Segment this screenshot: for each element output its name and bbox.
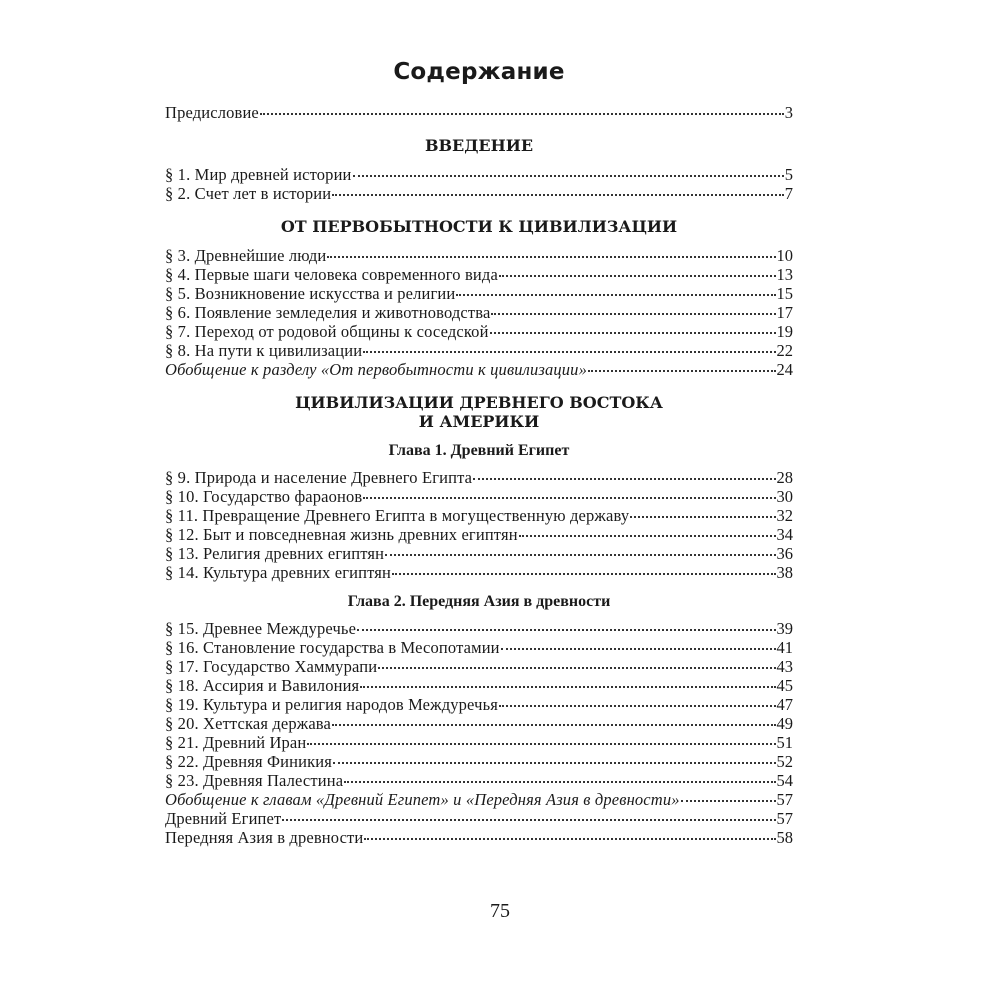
toc-entry-title: § 23. Древняя Палестина — [165, 771, 344, 790]
dot-leader — [681, 799, 776, 802]
dot-leader — [630, 515, 775, 518]
dot-leader — [332, 193, 784, 196]
section-heading-line: И АМЕРИКИ — [418, 412, 540, 431]
toc-entry — [165, 638, 793, 657]
preface-list — [165, 103, 793, 122]
section-heading-line: ЦИВИЛИЗАЦИИ ДРЕВНЕГО ВОСТОКА — [295, 393, 663, 412]
toc-entry-page: 28 — [776, 468, 793, 487]
dot-leader — [353, 174, 784, 177]
dot-leader — [282, 818, 775, 821]
toc-entry — [165, 714, 793, 733]
toc-entry — [165, 676, 793, 695]
toc-entry-title: § 6. Появление земледелия и животноводства — [165, 303, 491, 322]
dot-leader — [260, 112, 784, 115]
dot-leader — [344, 780, 775, 783]
toc-entry-page: 43 — [776, 657, 793, 676]
toc-entry-title: § 1. Мир древней истории — [165, 165, 352, 184]
toc-entry — [165, 752, 793, 771]
toc-entry-title: § 14. Культура древних египтян — [165, 563, 391, 582]
toc-entry-page: 7 — [784, 184, 793, 203]
section-heading — [165, 136, 793, 155]
toc-entry-title: § 4. Первые шаги человека современного вида — [165, 265, 498, 284]
toc-entry-title: § 12. Быт и повседневная жизнь древних египтян — [165, 525, 518, 544]
toc-entry-title: § 11. Превращение Древнего Египта в могущественную державу — [165, 506, 630, 525]
toc-entry-page: 57 — [776, 790, 793, 809]
toc-entry-page: 22 — [776, 341, 793, 360]
dot-leader — [385, 553, 775, 556]
toc-entry — [165, 828, 793, 847]
toc-entry-page: 54 — [776, 771, 793, 790]
toc-entry-page: 57 — [776, 809, 793, 828]
dot-leader — [364, 837, 775, 840]
toc-entry-page: 34 — [776, 525, 793, 544]
toc-entry — [165, 525, 793, 544]
toc-entry — [165, 360, 793, 379]
toc-entry-title: Предисловие — [165, 103, 259, 122]
toc-list — [165, 246, 793, 379]
toc-entry — [165, 657, 793, 676]
dot-leader — [363, 350, 775, 353]
toc-entry-page: 15 — [776, 284, 793, 303]
toc-entry-page: 38 — [776, 563, 793, 582]
toc-entry-title: § 21. Древний Иран — [165, 733, 307, 752]
dot-leader — [491, 312, 775, 315]
toc-entry-title: § 8. На пути к цивилизации — [165, 341, 363, 360]
toc-entry — [165, 790, 793, 809]
toc-list — [165, 468, 793, 582]
toc-entry-title: § 17. Государство Хаммурапи — [165, 657, 378, 676]
toc-entry-title: § 3. Древнейшие люди — [165, 246, 327, 265]
toc-entry — [165, 544, 793, 563]
toc-entry-page: 49 — [776, 714, 793, 733]
toc-entry-page: 13 — [776, 265, 793, 284]
toc-entry-page: 51 — [776, 733, 793, 752]
toc-entry — [165, 771, 793, 790]
toc-entry-page: 30 — [776, 487, 793, 506]
toc-entry-page: 39 — [776, 619, 793, 638]
toc-entry — [165, 184, 793, 203]
dot-leader — [327, 255, 775, 258]
dot-leader — [333, 761, 776, 764]
page-number: 75 — [490, 900, 510, 922]
dot-leader — [473, 477, 775, 480]
toc-entry-title: § 10. Государство фараонов — [165, 487, 363, 506]
dot-leader — [456, 293, 775, 296]
toc-entry-page: 3 — [784, 103, 793, 122]
dot-leader — [363, 496, 775, 499]
toc-entry-title: § 15. Древнее Междуречье — [165, 619, 357, 638]
dot-leader — [392, 572, 776, 575]
toc-entry — [165, 165, 793, 184]
toc-entry-page: 32 — [776, 506, 793, 525]
toc-entry-page: 58 — [776, 828, 793, 847]
dot-leader — [357, 628, 775, 631]
toc-entry — [165, 563, 793, 582]
toc-entry-title: § 16. Становление государства в Месопотамии — [165, 638, 500, 657]
toc-entry — [165, 809, 793, 828]
section-heading-line: ВВЕДЕНИЕ — [424, 136, 534, 155]
toc-list — [165, 165, 793, 203]
toc-entry — [165, 619, 793, 638]
section-heading-line: ОТ ПЕРВОБЫТНОСТИ К ЦИВИЛИЗАЦИИ — [280, 217, 678, 236]
toc-entry — [165, 733, 793, 752]
toc-entry-page: 17 — [776, 303, 793, 322]
toc-entry — [165, 695, 793, 714]
toc-entry — [165, 468, 793, 487]
chapter-heading: Глава 2. Передняя Азия в древности — [347, 593, 611, 610]
toc-entry-title: Обобщение к разделу «От первобытности к цивилизации» — [165, 360, 587, 379]
toc-entry-page: 41 — [776, 638, 793, 657]
toc-entry-title: Обобщение к главам «Древний Египет» и «Передняя Азия в древности» — [165, 790, 680, 809]
dot-leader — [519, 534, 776, 537]
toc-entry-title: § 13. Религия древних египтян — [165, 544, 385, 563]
dot-leader — [360, 685, 775, 688]
toc-entry — [165, 506, 793, 525]
toc-entry — [165, 265, 793, 284]
toc-entry-page: 45 — [776, 676, 793, 695]
toc-entry-title: § 5. Возникновение искусства и религии — [165, 284, 456, 303]
section-heading — [165, 217, 793, 236]
toc-list — [165, 619, 793, 847]
toc-entry-page: 36 — [776, 544, 793, 563]
toc-entry-title: § 2. Счет лет в истории — [165, 184, 332, 203]
section-heading — [165, 393, 793, 431]
toc-entry-title: § 7. Переход от родовой общины к соседской — [165, 322, 489, 341]
chapter-heading: Глава 1. Древний Египет — [388, 442, 570, 459]
dot-leader — [490, 331, 776, 334]
page-title: Содержание — [393, 59, 565, 85]
toc-entry — [165, 246, 793, 265]
toc-entry-title: § 22. Древняя Финикия — [165, 752, 332, 771]
toc-entry — [165, 322, 793, 341]
toc-entry-page: 19 — [776, 322, 793, 341]
toc-entry-title: Древний Египет — [165, 809, 282, 828]
toc-entry-title: § 18. Ассирия и Вавилония — [165, 676, 360, 695]
toc-entry — [165, 284, 793, 303]
toc-entry-page: 24 — [776, 360, 793, 379]
toc-entry-title: Передняя Азия в древности — [165, 828, 364, 847]
dot-leader — [378, 666, 775, 669]
dot-leader — [588, 369, 776, 372]
toc-entry — [165, 303, 793, 322]
toc-entry — [165, 103, 793, 122]
dot-leader — [499, 274, 776, 277]
toc-entry-page: 47 — [776, 695, 793, 714]
dot-leader — [501, 647, 776, 650]
dot-leader — [499, 704, 776, 707]
toc-entry — [165, 487, 793, 506]
dot-leader — [307, 742, 775, 745]
toc-entry-title: § 19. Культура и религия народов Междуречья — [165, 695, 498, 714]
toc-entry-title: § 20. Хеттская держава — [165, 714, 332, 733]
toc-entry-page: 10 — [776, 246, 793, 265]
toc-entry-title: § 9. Природа и население Древнего Египта — [165, 468, 473, 487]
toc-sections — [165, 136, 793, 847]
dot-leader — [332, 723, 775, 726]
table-of-contents — [165, 56, 793, 847]
toc-entry — [165, 341, 793, 360]
toc-entry-page: 52 — [776, 752, 793, 771]
toc-entry-page: 5 — [784, 165, 793, 184]
